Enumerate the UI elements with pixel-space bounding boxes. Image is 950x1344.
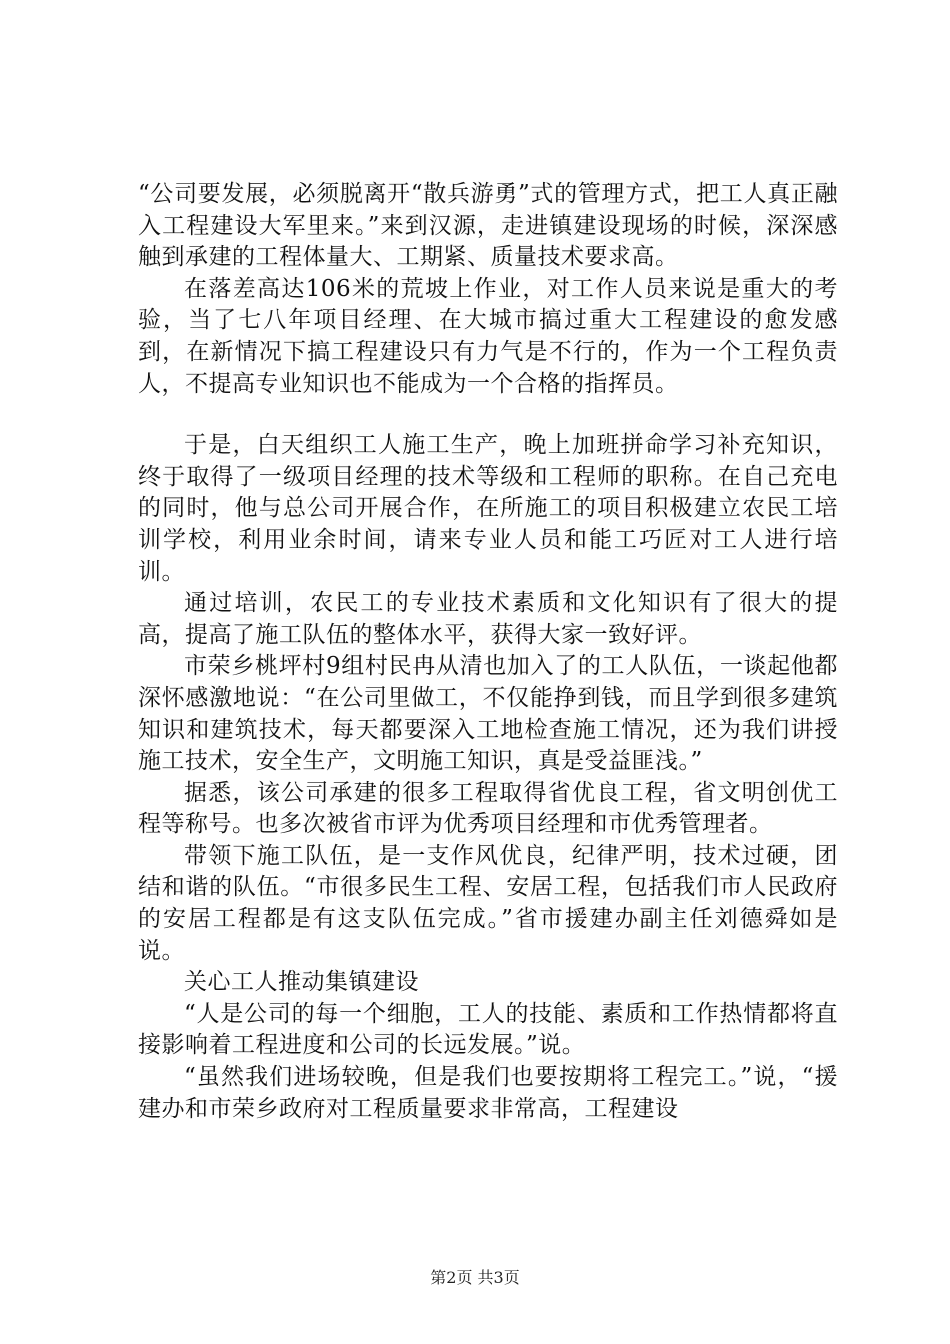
paragraph-7: 带领下施工队伍，是一支作风优良，纪律严明，技术过硬，团结和谐的队伍。“市很多民生工程、安居工程，包括我们市人民政府的安居工程都是有这支队伍完成。”省市援建办副主任刘德舜如是说。: [138, 842, 838, 964]
section-heading: 关心工人推动集镇建设: [184, 969, 419, 996]
page-footer: 第2页 共3页: [430, 1268, 520, 1287]
paragraph-5: 市荣乡桃坪村9组村民冉从清也加入了的工人队伍，一谈起他都深怀感激地说：“在公司里做工，不仅能挣到钱，而且学到很多建筑知识和建筑技术，每天都要深入工地检查施工情况，还为我们讲授施工技术，安全生产，文明施工知识，真是受益匪浅。”: [138, 653, 838, 775]
paragraph-6: 据悉，该公司承建的很多工程取得省优良工程，省文明创优工程等称号。也多次被省市评为优秀项目经理和市优秀管理者。: [138, 779, 838, 838]
paragraph-4: 通过培训，农民工的专业技术素质和文化知识有了很大的提高，提高了施工队伍的整体水平，获得大家一致好评。: [138, 590, 838, 648]
paragraph-8: “人是公司的每一个细胞，工人的技能、素质和工作热情都将直接影响着工程进度和公司的长远发展。”说。: [138, 1000, 838, 1059]
document-body: [138, 179, 838, 1125]
paragraph-3: 于是，白天组织工人施工生产，晚上加班拼命学习补充知识，终于取得了一级项目经理的技术等级和工程师的职称。在自己充电的同时，他与总公司开展合作，在所施工的项目积极建立农民工培训学校，利用业余时间，请来专业人员和能工巧匠对工人进行培训。: [138, 432, 838, 585]
paragraph-2: 在落差高达106米的荒坡上作业，对工作人员来说是重大的考验，当了七八年项目经理、在大城市搞过重大工程建设的愈发感到，在新情况下搞工程建设只有力气是不行的，作为一个工程负责人，不提高专业知识也不能成为一个合格的指挥员。: [138, 275, 838, 397]
paragraph-9: “虽然我们进场较晚，但是我们也要按期将工程完工。”说，“援建办和市荣乡政府对工程质量要求非常高，工程建设: [138, 1064, 838, 1122]
paragraph-1: “公司要发展，必须脱离开“散兵游勇”式的管理方式，把工人真正融入工程建设大军里来。”来到汉源，走进镇建设现场的时候，深深感触到承建的工程体量大、工期紧、质量技术要求高。: [138, 181, 838, 271]
